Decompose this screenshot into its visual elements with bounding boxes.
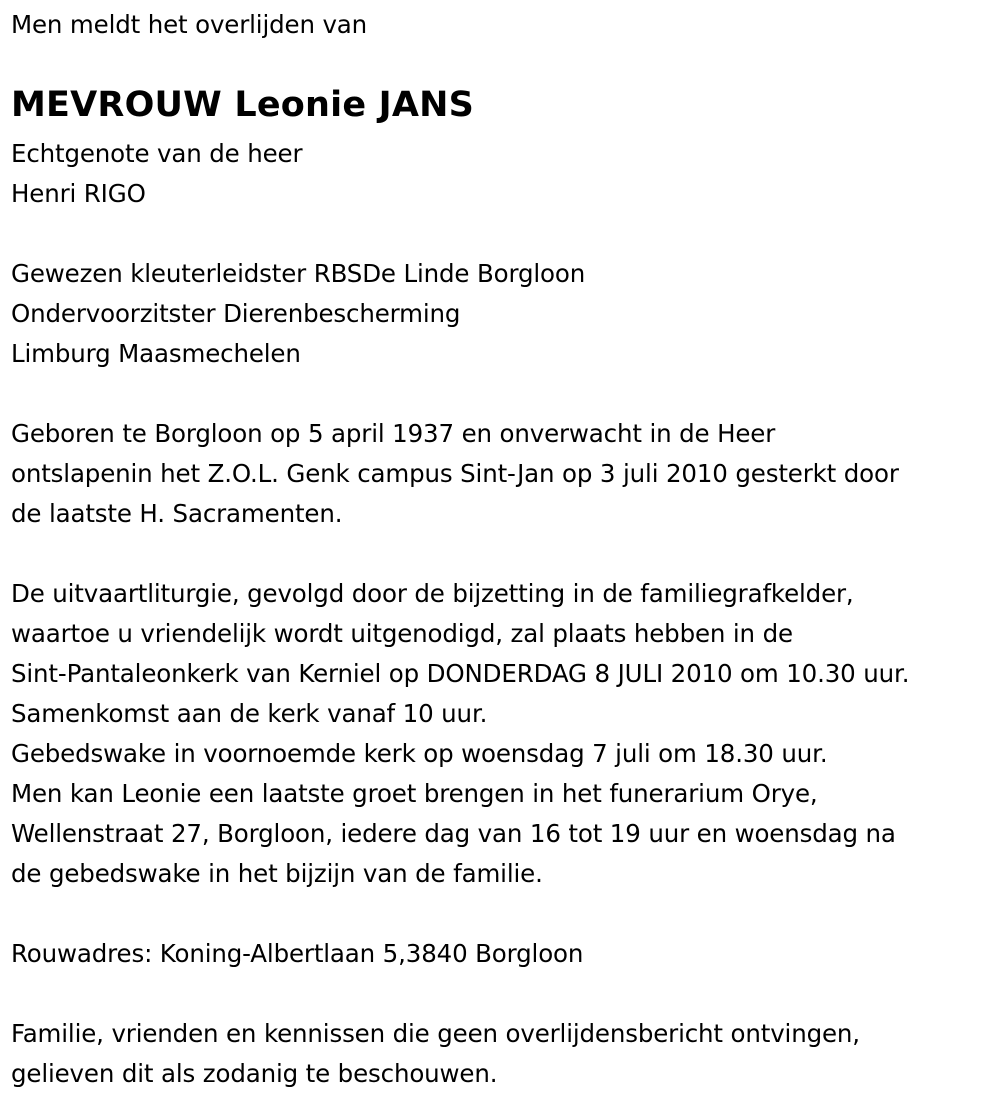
closing-line: Familie, vrienden en kennissen die geen overlijdensbericht ontvingen,	[11, 1019, 860, 1048]
birth-death-line: de laatste H. Sacramenten.	[11, 499, 343, 528]
funeral-line: Samenkomst aan de kerk vanaf 10 uur.	[11, 699, 488, 728]
funeral-line: Men kan Leonie een laatste groet brengen in het funerarium Orye,	[11, 779, 818, 808]
funeral-line: De uitvaartliturgie, gevolgd door de bijzetting in de familiegrafkelder,	[11, 579, 854, 608]
intro-text: Men meldt het overlijden van	[11, 10, 368, 39]
role-line: Limburg Maasmechelen	[11, 339, 301, 368]
closing-line: gelieven dit als zodanig te beschouwen.	[11, 1059, 498, 1088]
mourning-address: Rouwadres: Koning-Albertlaan 5,3840 Borgloon	[11, 939, 584, 968]
spouse-name: Henri RIGO	[11, 179, 146, 208]
birth-death-line: Geboren te Borgloon op 5 april 1937 en onverwacht in de Heer	[11, 419, 776, 448]
funeral-line: Sint-Pantaleonkerk van Kerniel op DONDERDAG 8 JULI 2010 om 10.30 uur.	[11, 659, 910, 688]
birth-death-line: ontslapenin het Z.O.L. Genk campus Sint-Jan op 3 juli 2010 gesterkt door	[11, 459, 899, 488]
funeral-line: waartoe u vriendelijk wordt uitgenodigd, zal plaats hebben in de	[11, 619, 793, 648]
deceased-name: MEVROUW Leonie JANS	[11, 85, 475, 125]
funeral-line: Wellenstraat 27, Borgloon, iedere dag van 16 tot 19 uur en woensdag na	[11, 819, 896, 848]
funeral-line: de gebedswake in het bijzijn van de familie.	[11, 859, 543, 888]
funeral-line: Gebedswake in voornoemde kerk op woensdag 7 juli om 18.30 uur.	[11, 739, 828, 768]
role-line: Ondervoorzitster Dierenbescherming	[11, 299, 461, 328]
role-line: Gewezen kleuterleidster RBSDe Linde Borgloon	[11, 259, 586, 288]
spouse-line: Echtgenote van de heer	[11, 139, 303, 168]
